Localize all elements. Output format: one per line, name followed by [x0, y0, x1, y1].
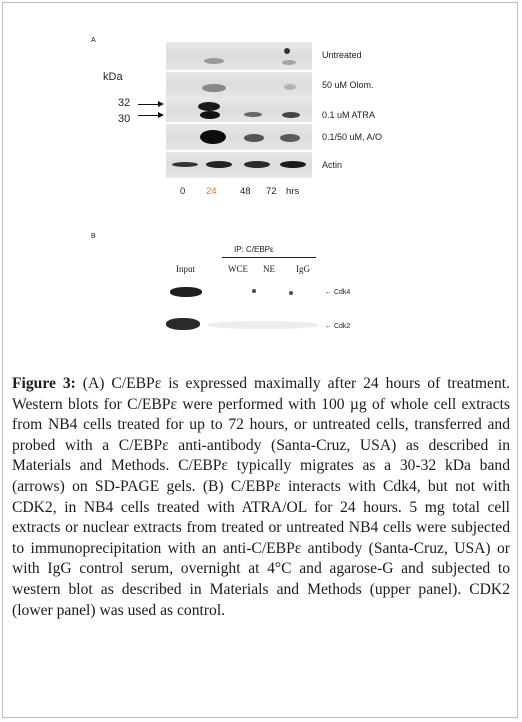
band — [282, 60, 296, 65]
lane-label-igg: IgG — [296, 264, 310, 274]
band — [282, 112, 300, 118]
band — [202, 84, 226, 92]
band — [244, 161, 270, 168]
figure-caption — [12, 374, 510, 621]
lane-label-24h: 24 — [206, 186, 217, 197]
band — [284, 84, 296, 90]
band — [280, 134, 300, 142]
arrow-32-head — [158, 101, 164, 107]
row-label-atra-olom: 0.1/50 uM, A/O — [322, 132, 383, 142]
blot-olomoucine — [166, 72, 312, 98]
band-cdk4-igg — [289, 291, 293, 295]
cdk2-label: Cdk2 — [333, 323, 351, 330]
band — [200, 130, 226, 144]
cdk4-label: Cdk4 — [333, 289, 351, 296]
band-cdk2-input — [166, 318, 200, 330]
arrow-glyph: ← — [325, 323, 332, 330]
arrow-30-shaft — [138, 115, 160, 116]
band — [198, 102, 220, 111]
lane-label-input: Input — [176, 264, 195, 274]
blot-actin — [166, 152, 312, 178]
band — [284, 48, 290, 54]
mw-marker-30: 30 — [118, 113, 131, 125]
row-label-untreated: Untreated — [322, 50, 362, 60]
arrow-glyph: ← — [325, 289, 332, 296]
cdk4-arrow — [325, 289, 350, 296]
lane-label-hrs: hrs — [286, 186, 300, 197]
row-label-actin: Actin — [322, 160, 343, 170]
panel-b-letter: B — [91, 233, 96, 240]
band — [172, 162, 198, 167]
band-cdk2-background — [208, 321, 318, 329]
caption-text: (A) C/EBPε is expressed maximally after 24 hours of treatment. Western blots for C/EBPε were performed with 100 µg of whole cell extracts from NB4 cells treated for up to 72 hours, or untreated cells, transferred and probed with a C/EBPε anti-antibody (Santa-Cruz, USA) as described in Materials and Methods. C/EBPε typically migrates as a 30-32 kDa band (arrows) on SD-PAGE gels. (B) C/EBPε interacts with Cdk4, but not with CDK2, in NB4 cells treated with ATRA/OL for 24 hours. 5 mg total cell extracts or nuclear extracts from treated or untreated NB4 cells were subjected to immunoprecipitation with an anti-C/EBPε antibody (Santa-Cruz, USA) or with IgG control serum, overnight at 4°C and agarose-G and subjected to western blot as described in Materials and Methods (upper panel). CDK2 (lower panel) was used as control. — [12, 375, 510, 619]
ip-header-rule — [222, 257, 316, 258]
blot-untreated — [166, 42, 312, 70]
band — [200, 111, 220, 119]
kda-label: kDa — [103, 71, 123, 83]
row-label-olomoucine: 50 uM Olom. — [322, 80, 374, 90]
band-cdk4-wce — [252, 289, 256, 293]
band — [204, 58, 224, 64]
band — [280, 161, 306, 168]
lane-label-0h: 0 — [180, 186, 186, 197]
band — [206, 161, 232, 168]
lane-label-72h: 72 — [266, 186, 277, 197]
blot-atra-olom — [166, 124, 312, 150]
lane-label-ne: NE — [263, 264, 275, 274]
band-cdk4-input — [170, 287, 202, 297]
row-label-atra: 0.1 uM ATRA — [322, 110, 375, 120]
caption-lead: Figure 3: — [12, 375, 76, 392]
mw-marker-32: 32 — [118, 97, 131, 109]
band — [244, 134, 264, 142]
arrow-30-head — [158, 112, 164, 118]
arrow-32-shaft — [138, 104, 160, 105]
cdk2-arrow — [325, 323, 350, 330]
lane-label-wce: WCE — [228, 264, 248, 274]
ip-header: IP: C/EBPε — [234, 245, 274, 254]
blot-atra — [166, 98, 312, 122]
lane-label-48h: 48 — [240, 186, 251, 197]
panel-a-letter: A — [91, 37, 96, 44]
band — [244, 112, 262, 117]
